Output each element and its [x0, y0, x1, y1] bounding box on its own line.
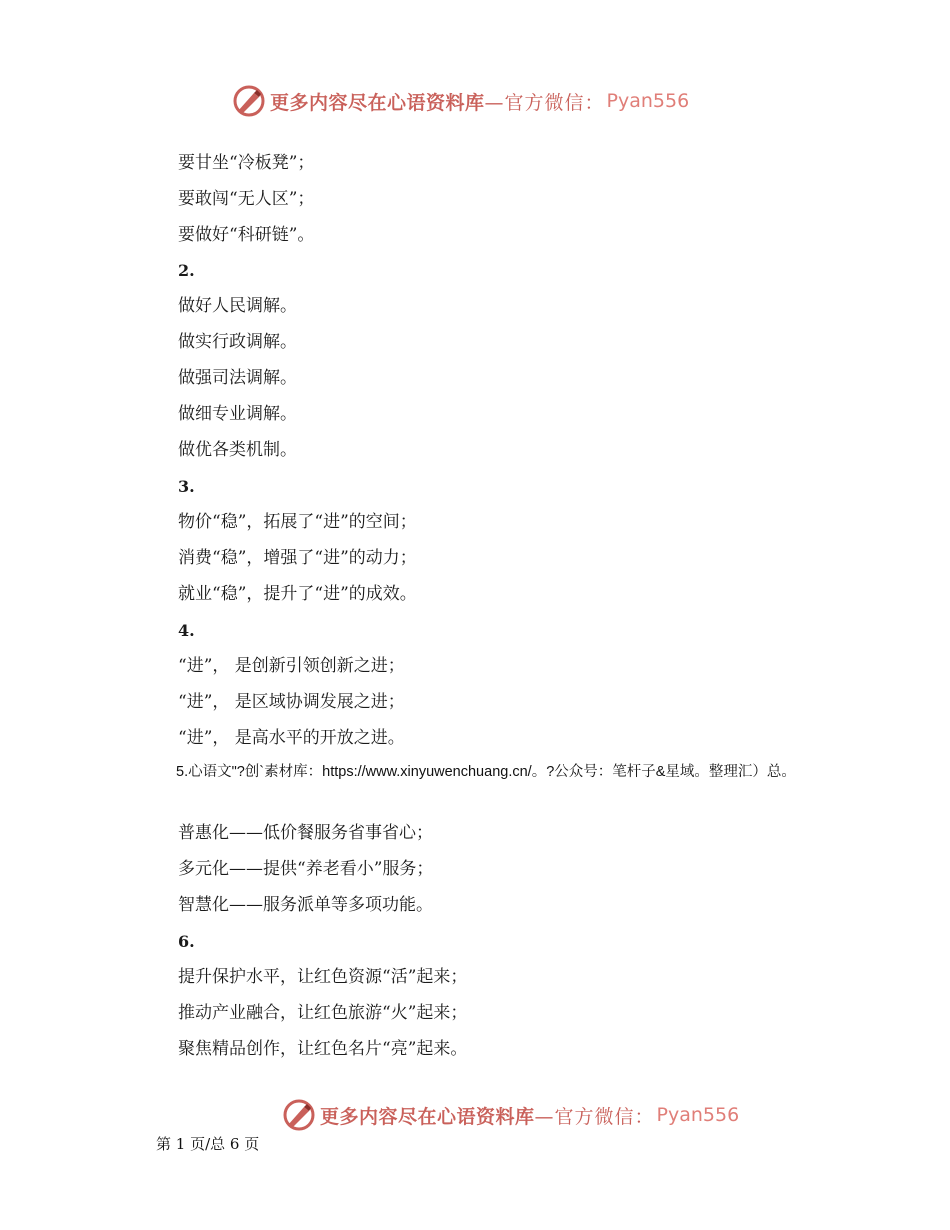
text-line: “进”， 是高水平的开放之进。 [178, 728, 405, 748]
text-line: 就业“稳”，提升了“进”的成效。 [178, 584, 417, 604]
text-line: 要做好“科研链”。 [178, 225, 315, 245]
text-line: “进”， 是创新引领创新之进； [178, 656, 405, 676]
text-line: 普惠化——低价餐服务省事省心； [178, 823, 433, 843]
text-line: 聚焦精品创作，让红色名片“亮”起来。 [178, 1039, 468, 1059]
source-note-paragraph: 5.心语文"?创`素材库：https://www.xinyuwenchuang.cn/。?公众号：笔杆子&星域。整理汇）总。 [176, 764, 796, 780]
banner-title: 更多内容尽在心语资料库 [270, 91, 485, 114]
section-number: 2. [178, 261, 195, 280]
text-line: 做实行政调解。 [178, 332, 297, 352]
banner-wechat-id: Pyan556 [656, 1104, 740, 1126]
pen-logo-icon [282, 1098, 316, 1132]
banner-wechat-label: —官方微信： [534, 1105, 655, 1128]
text-line: “进”， 是区域协调发展之进； [178, 692, 405, 712]
text-line: 消费“稳”，增强了“进”的动力； [178, 548, 417, 568]
text-line: 做优各类机制。 [178, 440, 297, 460]
text-line: 做强司法调解。 [178, 368, 297, 388]
text-line: 要甘坐“冷板凳”； [178, 153, 315, 173]
text-line: 智慧化——服务派单等多项功能。 [178, 895, 433, 915]
section-number: 4. [178, 621, 195, 640]
text-line: 做细专业调解。 [178, 404, 297, 424]
text-line: 物价“稳”，拓展了“进”的空间； [178, 512, 417, 532]
text-line: 推动产业融合，让红色旅游“火”起来； [178, 1003, 468, 1023]
footer-banner [282, 1098, 739, 1132]
text-line: 多元化——提供“养老看小”服务； [178, 859, 434, 879]
banner-title: 更多内容尽在心语资料库 [320, 1105, 535, 1128]
section-number: 6. [178, 932, 195, 951]
page-number: 第 1 页/总 6 页 [156, 1135, 260, 1153]
text-line: 要敢闯“无人区”； [178, 189, 315, 209]
banner-wechat-label: —官方微信： [484, 91, 605, 114]
text-line: 提升保护水平，让红色资源“活”起来； [178, 967, 468, 987]
header-banner [232, 84, 689, 118]
banner-wechat-id: Pyan556 [606, 90, 690, 112]
section-number: 3. [178, 477, 195, 496]
text-line: 做好人民调解。 [178, 296, 297, 316]
pen-logo-icon [232, 84, 266, 118]
